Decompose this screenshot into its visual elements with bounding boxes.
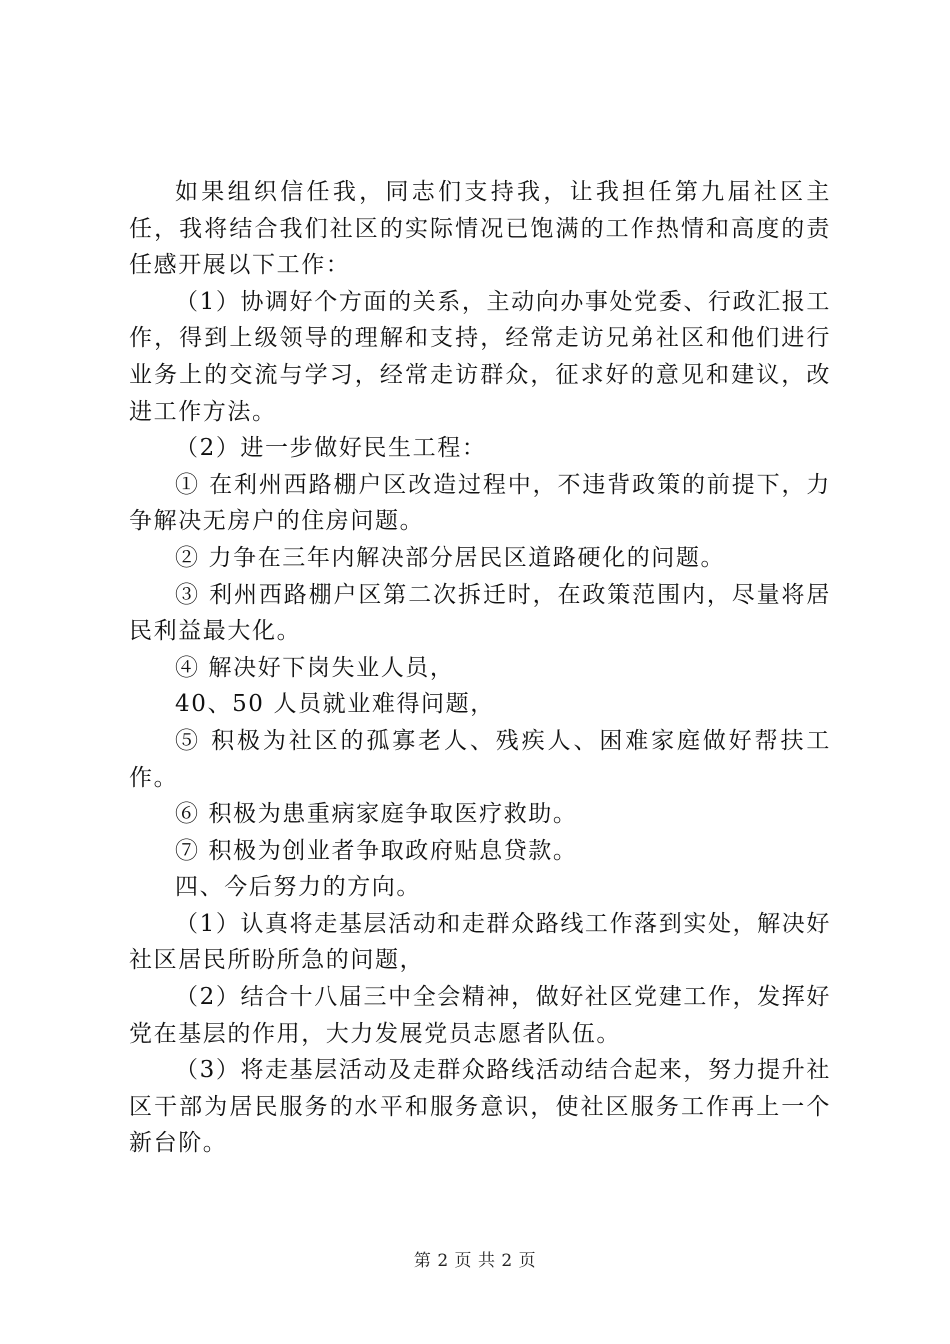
section-heading-4: 四、今后努力的方向。: [175, 874, 421, 901]
paragraph-subitem-1: ① 在利州西路棚户区改造过程中，不违背政策的前提下，力争解决无房户的住房问题。: [129, 471, 831, 535]
paragraph-subitem-5: ⑤ 积极为社区的孤寡老人、残疾人、困难家庭做好帮扶工作。: [129, 727, 831, 791]
page-number-footer: 第 2 页 共 2 页: [413, 1251, 537, 1271]
paragraph-subitem-2: ② 力争在三年内解决部分居民区道路硬化的问题。: [175, 544, 726, 571]
paragraph-subitem-7: ⑦ 积极为创业者争取政府贴息贷款。: [175, 837, 578, 864]
paragraph-direction-2: （2）结合十八届三中全会精神，做好社区党建工作，发挥好党在基层的作用，大力发展党员志愿者队伍。: [129, 984, 831, 1047]
paragraph-subitem-4-cont: 40、50 人员就业难得问题，: [175, 691, 495, 718]
paragraph-intro: 如果组织信任我，同志们支持我，让我担任第九届社区主任，我将结合我们社区的实际情况已饱满的工作热情和高度的责任感开展以下工作：: [129, 179, 831, 279]
document-body: [129, 174, 831, 1162]
paragraph-subitem-4: ④ 解决好下岗失业人员，: [175, 654, 455, 681]
paragraph-subitem-6: ⑥ 积极为患重病家庭争取医疗救助。: [175, 801, 578, 828]
paragraph-item-2: （2）进一步做好民生工程：: [175, 435, 487, 462]
paragraph-direction-3: （3）将走基层活动及走群众路线活动结合起来，努力提升社区干部为居民服务的水平和服务意识，使社区服务工作再上一个新台阶。: [129, 1057, 831, 1157]
paragraph-subitem-3: ③ 利州西路棚户区第二次拆迁时，在政策范围内，尽量将居民利益最大化。: [129, 581, 831, 645]
paragraph-direction-1: （1）认真将走基层活动和走群众路线工作落到实处，解决好社区居民所盼所急的问题，: [129, 910, 831, 974]
paragraph-item-1: （1）协调好个方面的关系，主动向办事处党委、行政汇报工作，得到上级领导的理解和支持，经常走访兄弟社区和他们进行业务上的交流与学习，经常走访群众，征求好的意见和建议，改进工作方法。: [129, 288, 831, 425]
